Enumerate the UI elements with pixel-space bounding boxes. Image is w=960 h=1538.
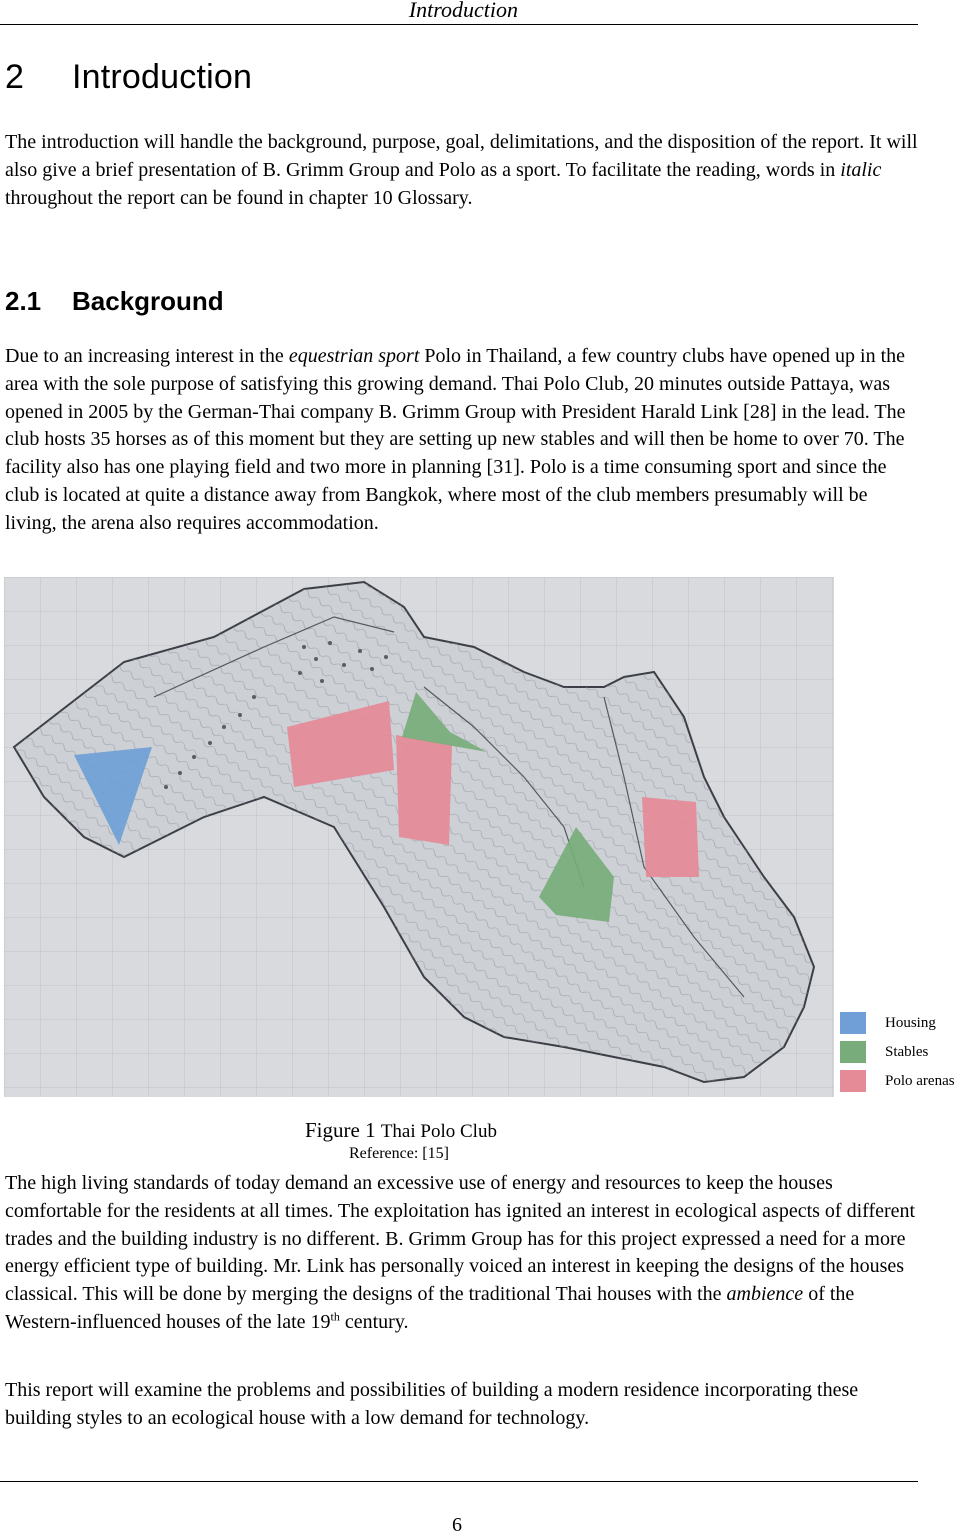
section-number: 2	[5, 58, 25, 96]
intro-paragraph	[5, 129, 920, 212]
legend-item-stables	[838, 1039, 960, 1065]
section-heading	[5, 58, 252, 97]
map-legend	[838, 1010, 960, 1098]
subsection-title: Background	[72, 286, 224, 316]
intro-text-1: The introduction will handle the background, purpose, goal, delimitations, and the disposition of the report. It will also give a brief presentation of B. Grimm Group and Polo as a sport. To facilitate the reading, words in	[5, 131, 918, 181]
site-map-image	[4, 577, 834, 1097]
legend-label-stables: Stables	[885, 1044, 929, 1060]
living-standards-paragraph	[5, 1170, 920, 1337]
living-text-1: The high living standards of today demand an excessive use of energy and resources to keep the houses comfortable for the residents at all times. The exploitation has ignited an interest in ecological aspects of different trades and the building industry is no different. B. Grimm Group has for this project expressed a need for a more energy efficient type of building. Mr. Link has personally voiced an interest in keeping the designs of the houses classical. This will be done by merging the designs of the traditional Thai houses with the	[5, 1172, 916, 1306]
footer-rule	[0, 1481, 918, 1482]
intro-text-2: throughout the report can be found in chapter 10 Glossary.	[5, 186, 473, 209]
figure-reference: Reference: [15]	[349, 1145, 449, 1162]
legend-item-polo-arenas	[838, 1068, 960, 1094]
intro-italic-word: italic	[840, 158, 882, 181]
legend-label-polo-arenas: Polo arenas	[885, 1073, 955, 1089]
legend-label-housing: Housing	[885, 1015, 936, 1031]
running-header	[0, 0, 918, 25]
legend-swatch-polo-arenas	[840, 1070, 866, 1092]
section-title: Introduction	[72, 58, 253, 96]
polo-arena-3	[642, 797, 699, 877]
subsection-number: 2.1	[5, 286, 42, 316]
background-text-1: Due to an increasing interest in the	[5, 345, 289, 367]
running-header-title: Introduction	[408, 0, 518, 22]
living-superscript: th	[330, 1309, 340, 1324]
legend-swatch-housing	[840, 1012, 866, 1034]
page-number: 6	[452, 1514, 462, 1536]
background-paragraph	[5, 343, 920, 538]
living-text-2: of the Western-influenced houses of the late 19	[5, 1283, 855, 1333]
living-italic-word: ambience	[726, 1283, 804, 1306]
subsection-heading	[5, 286, 224, 317]
figure-caption-label: Figure 1	[305, 1118, 376, 1142]
report-paragraph: This report will examine the problems and possibilities of building a modern residence incorporating these building styles to an ecological house with a low demand for technology.	[5, 1379, 859, 1429]
figure-caption	[305, 1118, 497, 1143]
living-text-3: century.	[339, 1310, 409, 1333]
polo-arena-2	[396, 735, 452, 845]
background-text-2: Polo in Thailand, a few country clubs have opened up in the area with the sole purpose of satisfying this growing demand. Thai Polo Club, 20 minutes outside Pattaya, was opened in 2005 by the German-Thai company B. Grimm Group with President Harald Link [28] in the lead. The club hosts 35 horses as of this moment but they are setting up new stables and will then be home to over 70. The facility also has one playing field and two more in planning [31]. Polo is a time consuming sport and since the club is located at quite a distance away from Bangkok, where most of the club members presumably will be living, the arena also requires accommodation.	[5, 345, 906, 534]
legend-item-housing	[838, 1010, 960, 1036]
figure-caption-text: Thai Polo Club	[380, 1121, 497, 1142]
background-italic-term: equestrian sport	[288, 345, 420, 367]
legend-swatch-stables	[840, 1041, 866, 1063]
